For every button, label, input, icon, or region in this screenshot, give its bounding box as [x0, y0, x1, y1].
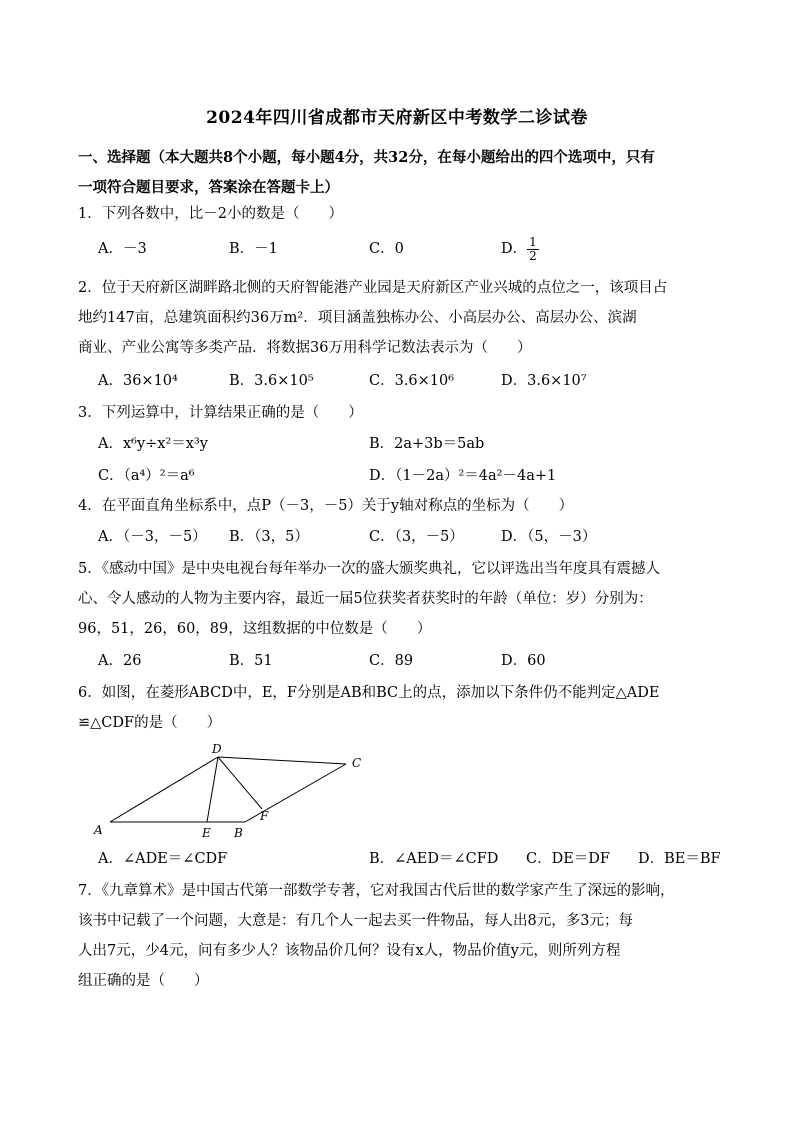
question-4: 4．在平面直角坐标系中，点P（－3，－5）关于y轴对称点的坐标为（ ） — [78, 498, 574, 514]
label-a: A — [94, 823, 103, 837]
side-da — [110, 757, 218, 822]
question-1: 1．下列各数中，比－2小的数是（ ） — [78, 206, 343, 222]
page-title: 2024年四川省成都市天府新区中考数学二诊试卷 — [206, 108, 588, 128]
option-a[interactable]: A．x⁶y÷x²＝x³y — [98, 436, 208, 452]
label-e: E — [202, 826, 211, 840]
option-c[interactable]: C．（3，－5） — [369, 529, 464, 545]
fraction: $\frac{1}{2}$ — [529, 234, 537, 263]
option-d[interactable]: D．BE＝BF — [638, 851, 721, 867]
question-2: 2．位于天府新区湖畔路北侧的天府智能港产业园是天府新区产业兴城的点位之一，该项目占 地约147亩，总建筑面积约36万m²．项目涵盖独栋办公、小高层办公、高层办公、滨湖 商业、产业公寓等多类产品．将数据36万用科学记数法表示为（ ） — [78, 280, 668, 356]
label-d: D — [212, 742, 222, 756]
option-d[interactable]: D． $\frac{1}{2}$ — [501, 234, 537, 263]
option-a[interactable]: A．36×10⁴ — [98, 373, 178, 389]
question-6-options — [98, 844, 738, 874]
question-5: 5．《感动中国》是中央电视台每年举办一次的盛大颁奖典礼，它以评选出当年度具有震撼人 心、令人感动的人物为主要内容，最近一届5位获奖者获奖时的年龄（单位：岁）分别为： 96，51，26，60，89，这组数据的中位数是（ ） — [78, 561, 660, 637]
label-f: F — [260, 809, 269, 823]
option-b[interactable]: B．（3，5） — [229, 529, 309, 545]
option-a[interactable]: A．∠ADE＝∠CDF — [98, 851, 228, 867]
question-3-options-row2 — [98, 461, 738, 491]
section-heading: 一、选择题（本大题共8个小题，每小题4分，共32分，在每小题给出的四个选项中，只有 一项符合题目要求，答案涂在答题卡上） — [78, 149, 655, 196]
question-2-options — [98, 366, 738, 396]
option-a[interactable]: A．－3 — [98, 241, 147, 257]
option-a[interactable]: A．26 — [98, 653, 142, 669]
segment-df — [218, 757, 262, 809]
option-d[interactable]: D．（1－2a）²＝4a²－4a+1 — [369, 468, 557, 484]
label-c: C — [352, 756, 362, 770]
option-c[interactable]: C．0 — [369, 241, 404, 257]
option-c[interactable]: C．（a⁴）²＝a⁶ — [98, 468, 195, 484]
question-3-options-row1 — [98, 429, 738, 459]
question-5-options — [98, 646, 738, 676]
option-b[interactable]: B．51 — [229, 653, 273, 669]
option-c[interactable]: C．3.6×10⁶ — [369, 373, 455, 389]
option-b[interactable]: B．－1 — [229, 241, 278, 257]
question-3: 3．下列运算中，计算结果正确的是（ ） — [78, 405, 363, 421]
question-4-options — [98, 522, 738, 552]
question-1-options — [98, 234, 738, 264]
option-c[interactable]: C．DE＝DF — [526, 851, 610, 867]
label-b: B — [234, 826, 243, 840]
segment-de — [207, 757, 218, 822]
option-b[interactable]: B．∠AED＝∠CFD — [369, 851, 499, 867]
option-c[interactable]: C．89 — [369, 653, 414, 669]
option-d[interactable]: D．（5，－3） — [501, 529, 597, 545]
option-b[interactable]: B．3.6×10⁵ — [229, 373, 314, 389]
question-6: 6．如图，在菱形ABCD中，E，F分别是AB和BC上的点，添加以下条件仍不能判定△ADE ≌△CDF的是（ ） — [78, 685, 660, 731]
side-cd — [218, 757, 346, 764]
option-d[interactable]: D．3.6×10⁷ — [501, 373, 587, 389]
option-d[interactable]: D．60 — [501, 653, 546, 669]
rhombus-figure — [88, 738, 378, 848]
option-a[interactable]: A．（－3，－5） — [98, 529, 207, 545]
question-7: 7．《九章算术》是中国古代第一部数学专著，它对我国古代后世的数学家产生了深远的影响， 该书中记载了一个问题，大意是：有几个人一起去买一件物品，每人出8元，多3元；每 人出7元，少4元，问有多少人？该物品价几何？设有x人，物品价值y元，则所列方程 组正确的是（ ） — [78, 883, 675, 989]
option-b[interactable]: B．2a+3b＝5ab — [369, 436, 485, 452]
